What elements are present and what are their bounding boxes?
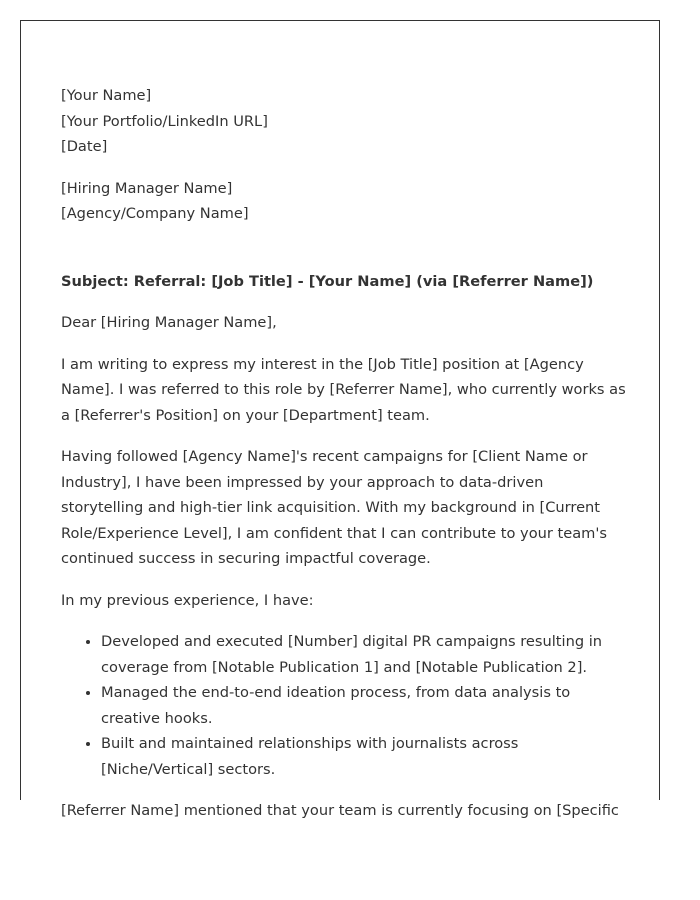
paragraph-experience-lead: In my previous experience, I have:: [61, 591, 314, 609]
letter-page: [20, 20, 660, 819]
recipient-address-block: [61, 176, 626, 227]
sender-name: [Your Name]: [61, 87, 152, 104]
recipient-manager: [Hiring Manager Name]: [61, 179, 233, 197]
list-item: • Built and maintained relationships with journalists across [Niche/Vertical] sectors.: [101, 731, 626, 782]
list-item: • Managed the end-to-end ideation process, from data analysis to creative hooks.: [101, 680, 626, 731]
subject-line: Subject: Referral: [Job Title] - [Your Name] (via [Referrer Name]): [61, 272, 594, 290]
recipient-company: [Agency/Company Name]: [61, 205, 249, 222]
letter-date: [Date]: [61, 138, 108, 155]
paragraph-referral-partial: [Referrer Name] mentioned that your team is currently focusing on [Specific: [61, 802, 619, 819]
sender-url: [Your Portfolio/LinkedIn URL]: [61, 112, 268, 130]
paragraph-intro: I am writing to express my interest in the [Job Title] position at [Agency Name]. I was referred to this role by [Referrer Name], who currently works as a [Referrer's Position] on your [Department] team.: [61, 355, 626, 424]
experience-list: [61, 629, 626, 782]
sender-address-block: [61, 83, 626, 160]
letter-body: [61, 83, 626, 840]
list-item: • Developed and executed [Number] digital PR campaigns resulting in coverage from [Notable Publication 1] and [Notable Publication 2].: [101, 629, 626, 680]
salutation: Dear [Hiring Manager Name],: [61, 314, 277, 331]
paragraph-background: Having followed [Agency Name]'s recent campaigns for [Client Name or Industry], I have been impressed by your approach to data-driven storytelling and high-tier link acquisition. With my background in [Current Role/Experience Level], I am confident that I can contribute to your team's continued success in securing impactful coverage.: [61, 448, 607, 567]
